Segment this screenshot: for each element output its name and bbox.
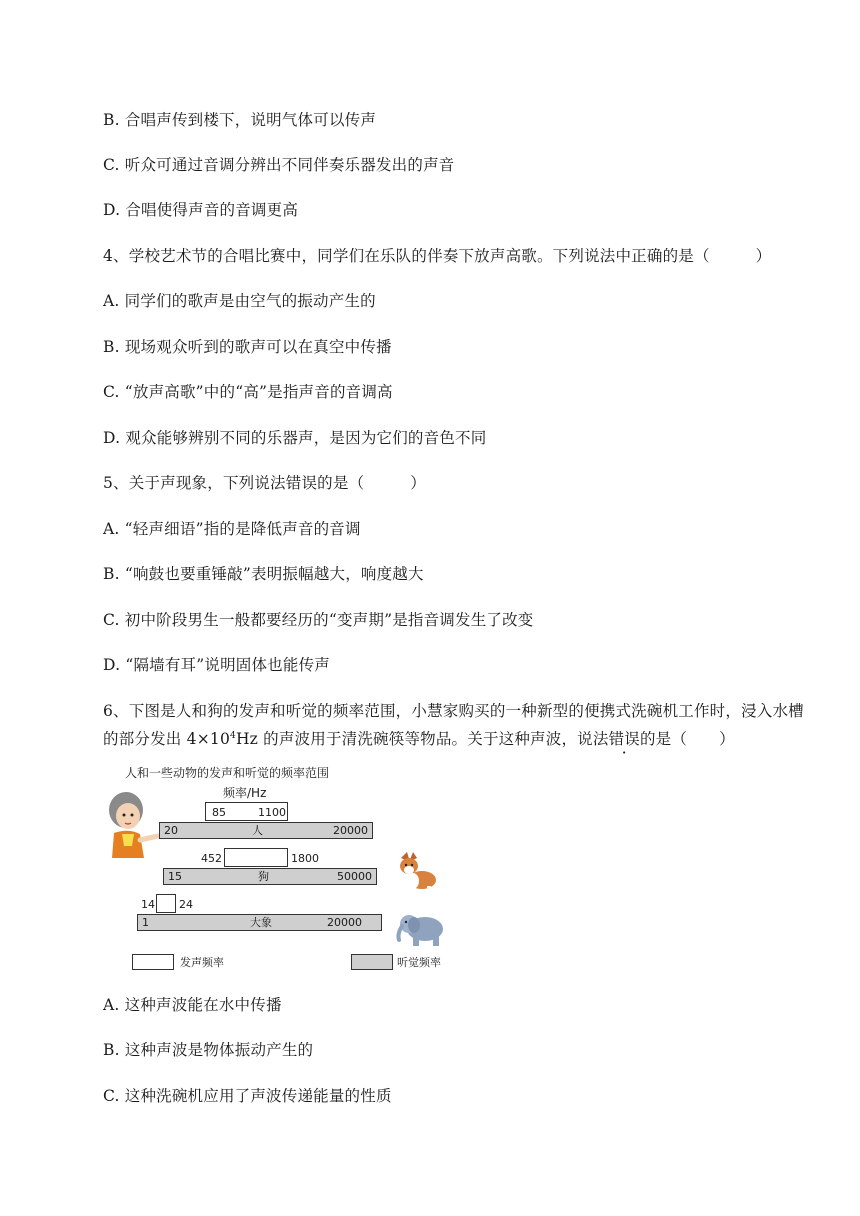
q5-stem: 5、关于声现象，下列说法错误的是（ ） <box>103 474 426 492</box>
dog-hear-max: 50000 <box>337 870 372 883</box>
q3-option-d: D. 合唱使得声音的音调更高 <box>103 201 299 219</box>
elephant-label: 大象 <box>250 916 272 929</box>
q5-option-a: A. “轻声细语”指的是降低声音的音调 <box>103 520 361 538</box>
q5-option-c: C. 初中阶段男生一般都要经历的“变声期”是指音调发生了改变 <box>103 611 534 629</box>
q3-option-c: C. 听众可通过音调分辨出不同伴奏乐器发出的声音 <box>103 156 455 174</box>
q4-option-b: B. 现场观众听到的歌声可以在真空中传播 <box>103 338 392 356</box>
human-label: 人 <box>252 824 263 837</box>
legend-hear-label: 听觉频率 <box>397 956 441 969</box>
dog-speak-min: 452 <box>201 852 222 865</box>
elephant-hear-max: 20000 <box>327 916 362 929</box>
q5-option-b: B. “响鼓也要重锤敲”表明振幅越大，响度越大 <box>103 565 424 583</box>
dog-label: 狗 <box>258 870 269 883</box>
q6-stem-line2: 的部分发出 $4\times 10^4Hz$ 的声波用于清洗碗筷等物品。关于这种声波，说法错误的是（ ） <box>103 730 735 749</box>
q4-option-c: C. “放声高歌”中的“高”是指声音的音调高 <box>103 383 393 401</box>
dog-illustration <box>395 850 439 894</box>
dog-hear-min: 15 <box>168 870 182 883</box>
legend-hear-swatch <box>351 954 393 970</box>
elephant-speak-min: 14 <box>141 898 155 911</box>
frequency-range-figure <box>95 762 465 977</box>
q4-option-a: A. 同学们的歌声是由空气的振动产生的 <box>103 292 376 310</box>
q6-stem-line1: 6、下图是人和狗的发声和听觉的频率范围，小慧家购买的一种新型的便携式洗碗机工作时，浸入水槽 <box>103 702 804 720</box>
dog-speak-max: 1800 <box>291 852 319 865</box>
girl-illustration <box>98 788 162 860</box>
elephant-illustration <box>393 910 449 948</box>
q3-option-b: B. 合唱声传到楼下，说明气体可以传声 <box>103 111 377 129</box>
dog-speak-bar <box>224 848 288 867</box>
figure-title: 人和一些动物的发声和听觉的频率范围 <box>125 766 330 780</box>
elephant-hear-min: 1 <box>142 916 149 929</box>
emphasis-dotted-text: 错误 <box>608 730 640 749</box>
q6-option-c: C. 这种洗碗机应用了声波传递能量的性质 <box>103 1087 392 1105</box>
elephant-speak-bar <box>156 894 176 913</box>
elephant-speak-max: 24 <box>179 898 193 911</box>
human-hear-min: 20 <box>164 824 178 837</box>
legend-speak-swatch <box>132 954 174 970</box>
q6-option-a: A. 这种声波能在水中传播 <box>103 996 282 1014</box>
human-speak-max: 1100 <box>258 806 286 819</box>
q6-option-b: B. 这种声波是物体振动产生的 <box>103 1041 314 1059</box>
q4-option-d: D. 观众能够辨别不同的乐器声，是因为它们的音色不同 <box>103 429 487 447</box>
figure-unit: 频率/Hz <box>223 786 267 800</box>
legend-speak-label: 发声频率 <box>180 956 224 969</box>
human-hear-max: 20000 <box>333 824 368 837</box>
q5-option-d: D. “隔墙有耳”说明固体也能传声 <box>103 656 330 674</box>
q4-stem: 4、学校艺术节的合唱比赛中，同学们在乐队的伴奏下放声高歌。下列说法中正确的是（ ） <box>103 247 772 265</box>
human-speak-min: 85 <box>212 806 226 819</box>
